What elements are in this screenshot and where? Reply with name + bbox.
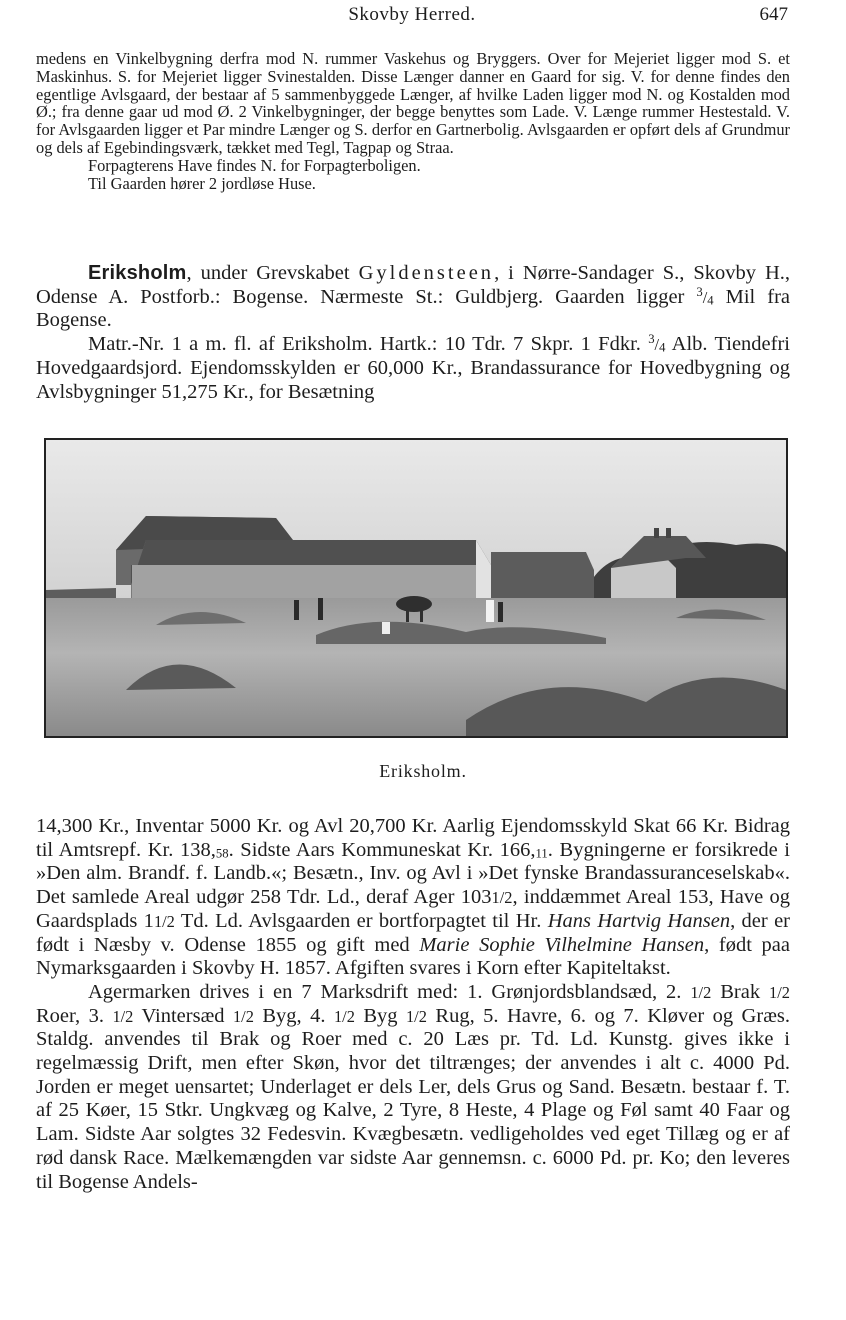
paragraph: Forpagterens Have findes N. for Forpagterboligen. xyxy=(88,155,421,175)
entry-intro: Eriksholm, under Grevskabet Gyldensteen, i Nørre-Sandager S., Skovby H., Odense A. Postforb.: Bogense. Nærmeste St.: Guldbjerg. Gaarden ligger $^3/_4$ Mil fra Bogense. xyxy=(36,262,791,332)
paragraph: Til Gaarden hører 2 jordløse Huse. xyxy=(88,173,316,193)
spouse-name: Marie Sophie Vilhelmine Hansen xyxy=(419,933,705,956)
county-name: Gyldensteen xyxy=(358,262,495,284)
paragraph: Agermarken drives i en 7 Marksdrift med: 1. Grønjordsblandsæd, 2. 1/2 Brak 1/2 Roer, 3. 1/2 Vintersæd 1/2 Byg, 4. 1/2 Byg 1/2 Rug, 5. Havre, 6. og 7. Kløver og Græs. Staldg. anvendes til Brak og Roer med c. 20 Læs pr. Td. Ld. Kunstg. gives ikke i regelmæssig Drift, men efter Skøn, hvor det tiltrænges; der anvendes i alt c. 4000 Pd. Jorden er meget uensartet; Underlaget er dels Ler, dels Grus og Sand. Besætn. bestaar f. T. af 25 Køer, 15 Stkr. Ungkvæg og Kalve, 2 Tyre, 8 Heste, 4 Plage og Føl samt 40 Faar og Lam. Sidste Aar solgtes 32 Fedesvin. Kvægbesætn. vedligeholdes ved eget Tillæg og er af rød dansk Race. Mælkemængden var sidste Aar gennemsn. c. 6000 Pd. pr. Ko; den leveres til Bogense Andels- xyxy=(36,980,790,1193)
entry-details: Matr.-Nr. 1 a m. fl. af Eriksholm. Hartk.: 10 Tdr. 7 Skpr. 1 Fdkr. $^3/_4$ Alb. Tiendefri Hovedgaardsjord. Ejendomsskylden er 60,000 Kr., Brandassurance for Hovedbygning og Avlsbygninger 51,275 Kr., for Besætning xyxy=(36,332,790,403)
estate-name: Eriksholm xyxy=(88,262,187,284)
page-number: 647 xyxy=(759,4,788,25)
estate-entry xyxy=(36,262,790,404)
previous-entry-text xyxy=(36,50,790,192)
estate-entry-continued xyxy=(36,815,790,1194)
photo-caption: Eriksholm. xyxy=(379,761,467,781)
page-header xyxy=(36,4,788,30)
lessee-name: Hans Hartvig Hansen xyxy=(547,909,731,932)
estate-photograph xyxy=(44,438,788,738)
farm-photo-illustration xyxy=(46,440,786,736)
paragraph: medens en Vinkelbygning derfra mod N. rummer Vaskehus og Bryggers. Over for Mejeriet ligger mod S. et Maskinhus. S. for Mejeriet ligger Svinestalden. Disse Længer danner en Gaard for sig. V. for denne findes den egentlige Avlsgaard, der bestaar af 5 sammenbyggede Længer, af hvilke Laden ligger mod N. og Kostalden mod Ø.; fra denne gaar ud mod Ø. 2 Vinkelbygninger, der begge benyttes som Lade. V. Længe rummer Hestestald. V. for Avlsgaarden ligger et Par mindre Længer og S. derfor en Gartnerbolig. Avlsgaarden er opført dels af Grundmur og dels af Egebindingsværk, tækket med Tegl, Tagpap og Straa. xyxy=(36,49,790,157)
running-title: Skovby Herred. xyxy=(348,4,476,25)
paragraph: 14,300 Kr., Inventar 5000 Kr. og Avl 20,700 Kr. Aarlig Ejendomsskyld Skat 66 Kr. Bidrag til Amtsrepf. Kr. $138,_{58}$. Sidste Aars Kommuneskat Kr. $166,_{11}$. Bygningerne er forsikrede i »Den alm. Brandf. f. Landb.«; Besætn., Inv. og Avl i »Det fynske Brandassuranceselskab«. Det samlede Areal udgør 258 Tdr. Ld., deraf Ager 1031/2, inddæmmet Areal 153, Have og Gaardsplads 11/2 Td. Ld. Avlsgaarden er bortforpagtet til Hr. Hans Hartvig Hansen, der er født i Næsby v. Odense 1855 og gift med Marie Sophie Vilhelmine Hansen, født paa Nymarksgaarden i Skovby H. 1857. Afgiften svares i Korn efter Kapiteltakst. xyxy=(36,815,790,980)
